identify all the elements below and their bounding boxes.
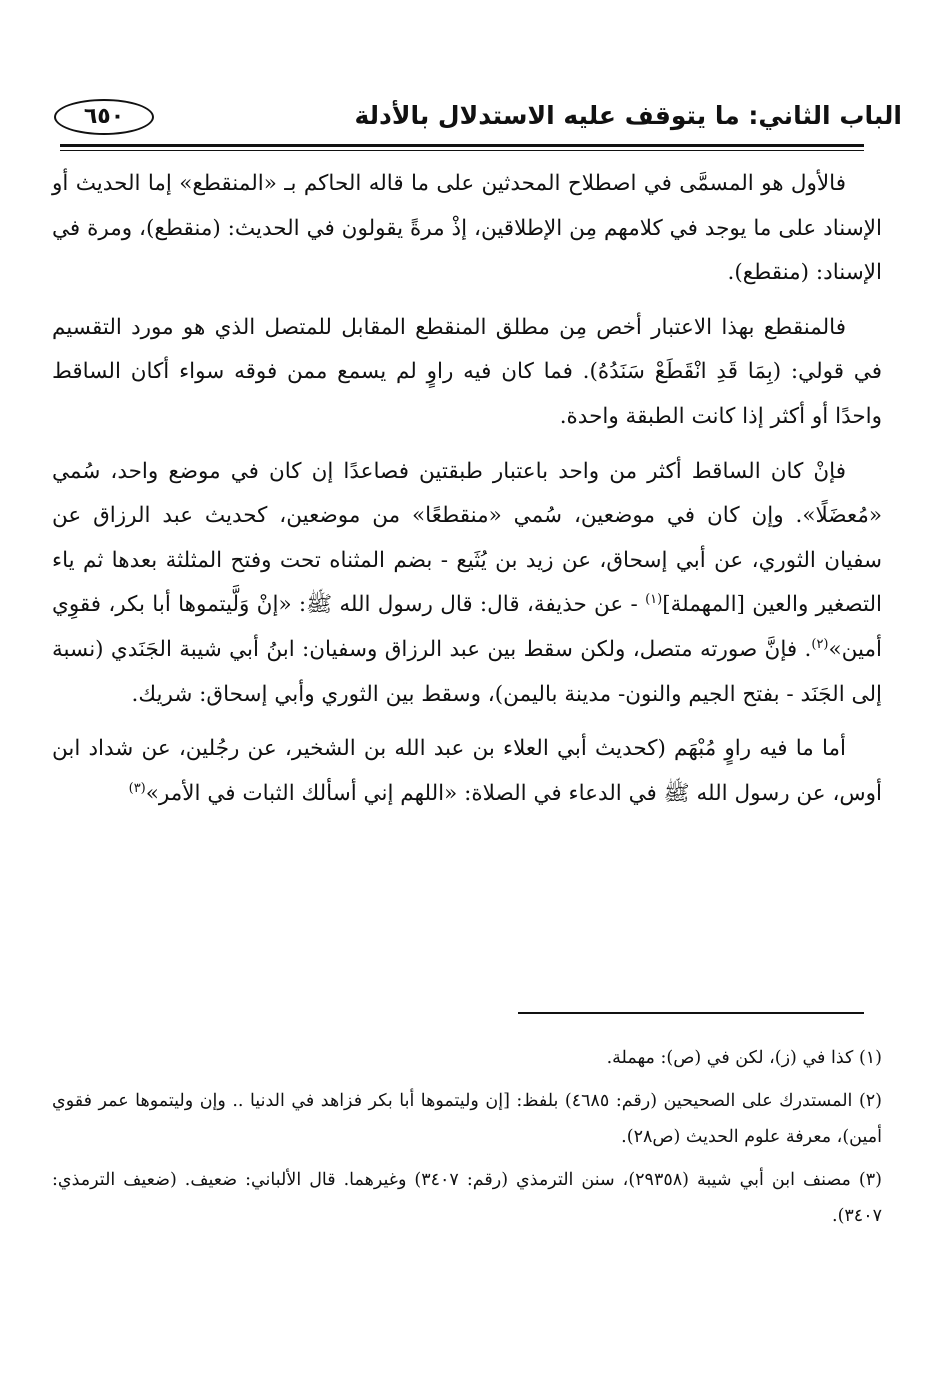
footnote-2 (52, 1083, 882, 1155)
paragraph-4-text: أما ما فيه راوٍ مُبْهَم (كحديث أبي العلاء بن عبد الله بن الشخير، عن رجُلين، عن شداد ابن أوس، عن رسول الله ﷺ في الدعاء في الصلاة: «اللهم إني أسألك الثبات في الأمر» (52, 736, 882, 806)
footnote-number: (٣) (858, 1170, 882, 1190)
chapter-title: الباب الثاني: ما يتوقف عليه الاستدلال بالأدلة (354, 101, 902, 130)
footnote-text: كذا في (ز)، لكن في (ص): مهملة. (606, 1048, 854, 1068)
header-rule-thin (60, 150, 864, 151)
footnote-1 (52, 1040, 882, 1076)
main-text (52, 162, 882, 816)
footnote-separator (518, 1012, 864, 1014)
footnote-number: (٢) (858, 1091, 882, 1111)
paragraph-4 (52, 727, 882, 816)
paragraph-3-part-c: . فإنَّ صورته متصل، ولكن سقط بين عبد الرزاق وسفيان: ابنُ أبي شيبة الجَنَدي (نسبة إلى الجَنَد - بفتح الجيم والنون- مدينة باليمن)، وسقط بين الثوري وأبي إسحاق: شريك. (52, 636, 882, 707)
footnote-ref-2[interactable]: (٢) (811, 636, 829, 652)
page-number: ٦٥٠ (54, 99, 154, 135)
footnote-ref-1[interactable]: (١) (645, 592, 663, 608)
footnote-number: (١) (858, 1048, 882, 1068)
paragraph-3 (52, 450, 882, 718)
footnotes (52, 1040, 882, 1241)
footnote-text: المستدرك على الصحيحين (رقم: ٤٦٨٥) بلفظ: [إن وليتموها أبا بكر فزاهد في الدنيا .. وإن وليتموها عمر فقوي أمين)، معرفة علوم الحديث (ص٢٨). (52, 1091, 882, 1147)
paragraph-3-part-a: فإنْ كان الساقط أكثر من واحد باعتبار طبقتين فصاعدًا إن كان في موضع واحد، سُمي «مُعضَلًا». وإن كان في موضعين، سُمي «منقطعًا» من موضعين، كحديث عبد الرزاق عن سفيان الثوري، عن أبي إسحاق، عن زيد بن يُثَيع - بضم المثناه تحت وفتح المثلثة بعدها ثم ياء التصغير والعين [المهملة] (52, 458, 882, 618)
footnote-ref-3[interactable]: (٣) (128, 780, 146, 796)
footnote-3 (52, 1162, 882, 1234)
header-rule-thick (60, 144, 864, 147)
paragraph-1: فالأول هو المسمَّى في اصطلاح المحدثين على ما قاله الحاكم بـ «المنقطع» إما الحديث أو الإسناد على ما يوجد في كلامهم مِن الإطلاقين، إذْ مرةً يقولون في الحديث: (منقطع)، ومرة في الإسناد: (منقطع). (52, 171, 882, 286)
footnote-text: مصنف ابن أبي شيبة (٢٩٣٥٨)، سنن الترمذي (رقم: ٣٤٠٧) وغيرهما. قال الألباني: ضعيف. (ضعيف الترمذي: ٣٤٠٧). (52, 1170, 882, 1226)
page-header (34, 96, 902, 136)
paragraph-2: فالمنقطع بهذا الاعتبار أخص مِن مطلق المنقطع المقابل للمتصل الذي هو مورد التقسيم في قولي: (بِمَا قَدِ انْقَطَعْ سَنَدُهُ). فما كان فيه راوٍ لم يسمع ممن فوقه سواء أكان الساقط واحدًا أو أكثر إذا كانت الطبقة واحدة. (52, 314, 882, 429)
paragraph-3-part-b: - عن حذيفة، قال: قال رسول الله ﷺ: «إنْ وَلَّيتموها أبا بكر، فقوِي أمين» (52, 592, 882, 662)
